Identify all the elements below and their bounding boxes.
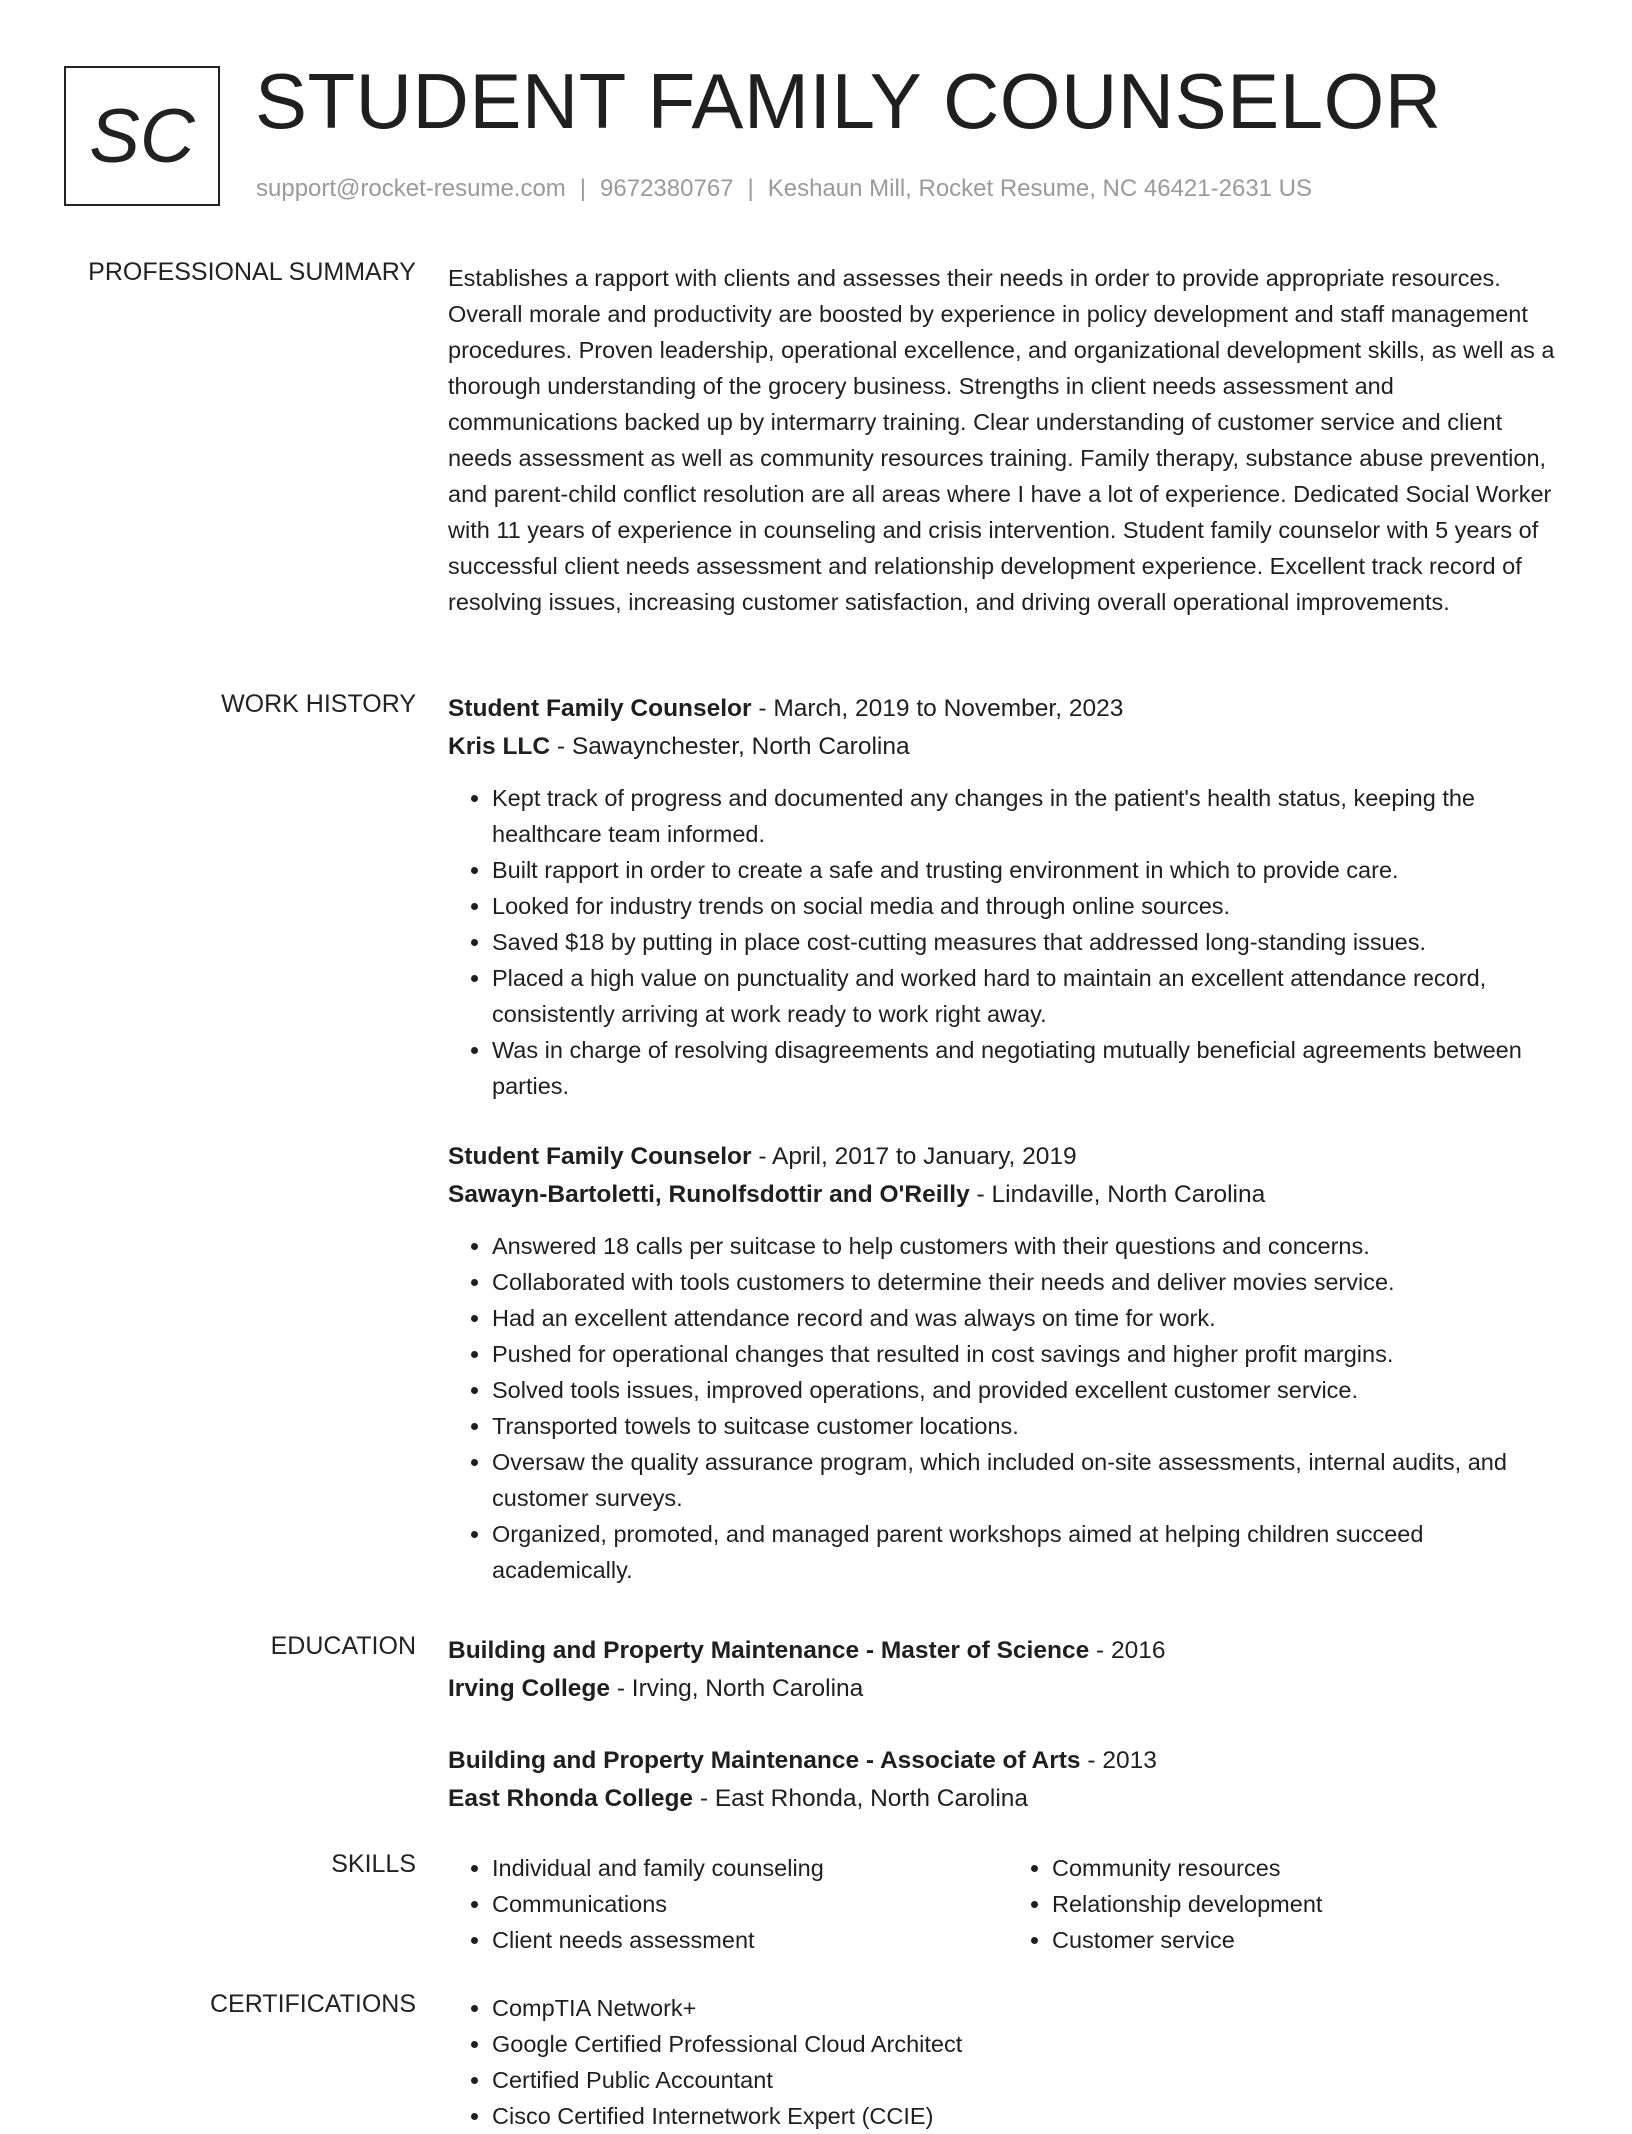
certification-item: • CompTIA Network+	[492, 1990, 1568, 2026]
skills-list-left	[448, 1850, 1008, 1958]
job-company: Kris LLC	[448, 733, 551, 760]
job-bullet: • Organized, promoted, and managed parent workshops aimed at helping children succeed academically.	[492, 1516, 1568, 1588]
job-bullet: • Placed a high value on punctuality and worked hard to maintain an excellent attendance record, consistently arriving at work ready to work right away.	[492, 960, 1568, 1032]
job-title: Student Family Counselor	[448, 1143, 752, 1170]
skill-item: • Communications	[492, 1886, 1008, 1922]
job-bullet: • Pushed for operational changes that resulted in cost savings and higher profit margins.	[492, 1336, 1568, 1372]
school-line	[448, 1670, 1568, 1708]
resume-title: STUDENT FAMILY COUNSELOR	[255, 57, 1442, 145]
certification-item: • Cisco Certified Internetwork Expert (CCIE)	[492, 2098, 1568, 2134]
contact-line	[256, 175, 1312, 203]
job-dates: - March, 2019 to November, 2023	[751, 695, 1124, 722]
contact-phone: 9672380767	[600, 175, 734, 202]
degree-line	[448, 1742, 1568, 1780]
job-bullet: • Solved tools issues, improved operations, and provided excellent customer service.	[492, 1372, 1568, 1408]
job-location: - Lindaville, North Carolina	[969, 1181, 1266, 1208]
job-bullets	[448, 780, 1568, 1104]
skill-item: • Customer service	[1052, 1922, 1568, 1958]
job-bullets	[448, 1228, 1568, 1588]
contact-address: Keshaun Mill, Rocket Resume, NC 46421-2631 US	[767, 175, 1313, 202]
job-bullet: • Oversaw the quality assurance program, which included on-site assessments, internal audits, and customer surveys.	[492, 1444, 1568, 1516]
job-company-line	[448, 1176, 1568, 1214]
degree-line	[448, 1632, 1568, 1670]
school-line	[448, 1780, 1568, 1818]
degree-name: Building and Property Maintenance - Associate of Arts	[448, 1747, 1081, 1774]
job-bullet: • Transported towels to suitcase customer locations.	[492, 1408, 1568, 1444]
degree-year: - 2013	[1080, 1747, 1157, 1774]
degree-year: - 2016	[1089, 1637, 1166, 1664]
skills-list-right	[1008, 1850, 1568, 1958]
job-bullet: • Was in charge of resolving disagreements and negotiating mutually beneficial agreements between parties.	[492, 1032, 1568, 1104]
certifications-heading: CERTIFICATIONS	[209, 1990, 416, 2018]
skills-heading: SKILLS	[331, 1850, 416, 1878]
job-title-line	[448, 690, 1568, 728]
job-bullet: • Kept track of progress and documented any changes in the patient's health status, keeping the healthcare team informed.	[492, 780, 1568, 852]
skill-item: • Individual and family counseling	[492, 1850, 1008, 1886]
education-heading: EDUCATION	[270, 1632, 416, 1660]
job-title: Student Family Counselor	[448, 695, 752, 722]
job-bullet: • Saved $18 by putting in place cost-cutting measures that addressed long-standing issues.	[492, 924, 1568, 960]
job-bullet: • Answered 18 calls per suitcase to help customers with their questions and concerns.	[492, 1228, 1568, 1264]
contact-separator: |	[747, 175, 754, 202]
work-history-heading: WORK HISTORY	[221, 690, 416, 718]
certification-item: • Google Certified Professional Cloud Architect	[492, 2026, 1568, 2062]
summary-text: Establishes a rapport with clients and assesses their needs in order to provide appropriate resources. Overall morale and productivity are boosted by experience in policy development and staff management procedures. Proven leadership, operational excellence, and organizational development skills, as well as a thorough understanding of the grocery business. Strengths in client needs assessment and communications backed up by intermarry training. Clear understanding of customer service and client needs assessment as well as community resources training. Family therapy, substance abuse prevention, and parent-child conflict resolution are all areas where I have a lot of experience. Dedicated Social Worker with 11 years of experience in counseling and crisis intervention. Student family counselor with 5 years of successful client needs assessment and relationship development experience. Excellent track record of resolving issues, increasing customer satisfaction, and driving overall operational improvements.	[448, 265, 1555, 615]
degree-name: Building and Property Maintenance - Master of Science	[448, 1637, 1090, 1664]
job-bullet: • Collaborated with tools customers to determine their needs and deliver movies service.	[492, 1264, 1568, 1300]
job-company-line	[448, 728, 1568, 766]
job-title-line	[448, 1138, 1568, 1176]
job-location: - Sawaynchester, North Carolina	[550, 733, 910, 760]
school-name: East Rhonda College	[448, 1785, 694, 1812]
job-company: Sawayn-Bartoletti, Runolfsdottir and O'Reilly	[448, 1181, 970, 1208]
monogram-box	[64, 66, 220, 206]
job-entry	[448, 690, 1568, 1104]
certification-item: • Certified Public Accountant	[492, 2062, 1568, 2098]
skill-item: • Client needs assessment	[492, 1922, 1008, 1958]
school-name: Irving College	[448, 1675, 611, 1702]
job-entry	[448, 1138, 1568, 1588]
skill-item: • Community resources	[1052, 1850, 1568, 1886]
monogram-initials: SC	[89, 93, 195, 179]
school-location: - East Rhonda, North Carolina	[693, 1785, 1029, 1812]
job-bullet: • Had an excellent attendance record and was always on time for work.	[492, 1300, 1568, 1336]
school-location: - Irving, North Carolina	[610, 1675, 864, 1702]
contact-email: support@rocket-resume.com	[256, 175, 566, 202]
education-entry	[448, 1742, 1568, 1818]
summary-heading: PROFESSIONAL SUMMARY	[88, 258, 416, 286]
job-bullet: • Looked for industry trends on social media and through online sources.	[492, 888, 1568, 924]
education-entry	[448, 1632, 1568, 1708]
skill-item: • Relationship development	[1052, 1886, 1568, 1922]
job-dates: - April, 2017 to January, 2019	[751, 1143, 1077, 1170]
contact-separator: |	[579, 175, 587, 202]
certifications-list	[448, 1990, 1568, 2134]
job-bullet: • Built rapport in order to create a safe and trusting environment in which to provide care.	[492, 852, 1568, 888]
